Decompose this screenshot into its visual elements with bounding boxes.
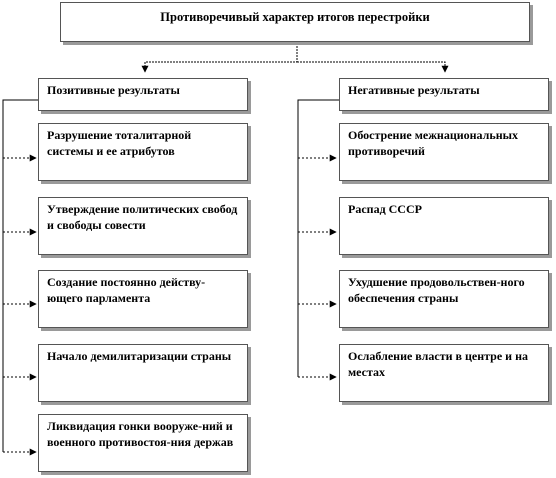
negative-item-2 [339, 197, 549, 255]
positive-header: Позитивные результаты [47, 83, 180, 97]
negative-header: Негативные результаты [348, 83, 480, 97]
positive-item-3 [38, 270, 248, 328]
positive-item-4 [38, 344, 248, 402]
diagram-title-box [60, 2, 530, 42]
positive-item-text: Утверждение политических свобод и свободы совести [47, 202, 238, 232]
diagram-title: Противоречивый характер итогов перестройки [160, 10, 430, 24]
negative-item-3 [339, 270, 549, 328]
positive-item-text: Ликвидация гонки вооруже-ний и военного противостоя-ния держав [47, 419, 234, 449]
positive-item-text: Начало демилитаризации страны [47, 349, 232, 363]
positive-item-1 [38, 123, 248, 181]
negative-item-4 [339, 344, 549, 402]
negative-item-1 [339, 123, 549, 181]
positive-item-text: Разрушение тоталитарной системы и ее атрибутов [47, 128, 192, 158]
negative-item-text: Обострение межнациональных противоречий [348, 128, 519, 158]
negative-item-text: Ухудшение продовольствен-ного обеспечения страны [348, 275, 525, 305]
positive-item-5 [38, 414, 248, 472]
negative-item-text: Ослабление власти в центре и на местах [348, 349, 528, 379]
negative-header-box [339, 78, 549, 111]
positive-item-text: Создание постоянно действу-ющего парламента [47, 275, 206, 305]
negative-item-text: Распад СССР [348, 202, 422, 216]
positive-item-2 [38, 197, 248, 255]
positive-header-box [38, 78, 248, 111]
